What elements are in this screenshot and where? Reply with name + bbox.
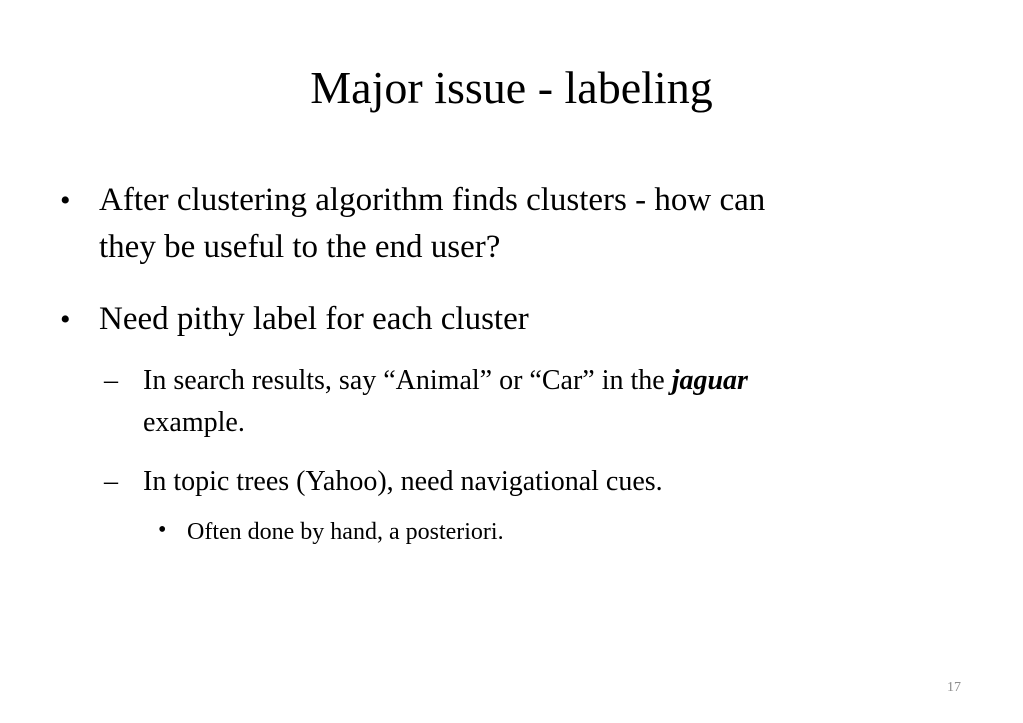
sub-bullet-text-line — [143, 360, 933, 402]
dash-icon: – — [104, 466, 118, 497]
sub-bullet-text-line: example. — [143, 407, 245, 438]
bullet-item — [60, 177, 960, 277]
slide-title: Major issue - labeling — [310, 62, 713, 113]
bullet-item — [60, 296, 960, 346]
bullet-text-line: After clustering algorithm finds clusters - how can — [99, 182, 766, 218]
sub-bullet-text — [143, 360, 933, 444]
bullet-text-line: they be useful to the end user? — [99, 229, 501, 265]
dash-icon: – — [104, 365, 118, 396]
sub-sub-bullet-text: Often done by hand, a posteriori. — [187, 519, 504, 545]
bullet-icon: • — [60, 303, 71, 336]
bullet-text — [99, 177, 939, 271]
sub-bullet-text-plain: In search results, say “Animal” or “Car” in the — [143, 365, 672, 396]
sub-bullet-text: In topic trees (Yahoo), need navigational cues. — [143, 466, 663, 497]
bullet-icon: • — [60, 184, 71, 217]
page-number: 17 — [947, 680, 961, 695]
sub-bullet-item — [104, 360, 944, 450]
sub-bullet-item — [104, 461, 944, 506]
sub-sub-bullet-item — [158, 514, 938, 554]
bullet-icon: • — [158, 517, 167, 543]
emphasis-text: jaguar — [671, 365, 748, 396]
bullet-text: Need pithy label for each cluster — [99, 301, 529, 337]
